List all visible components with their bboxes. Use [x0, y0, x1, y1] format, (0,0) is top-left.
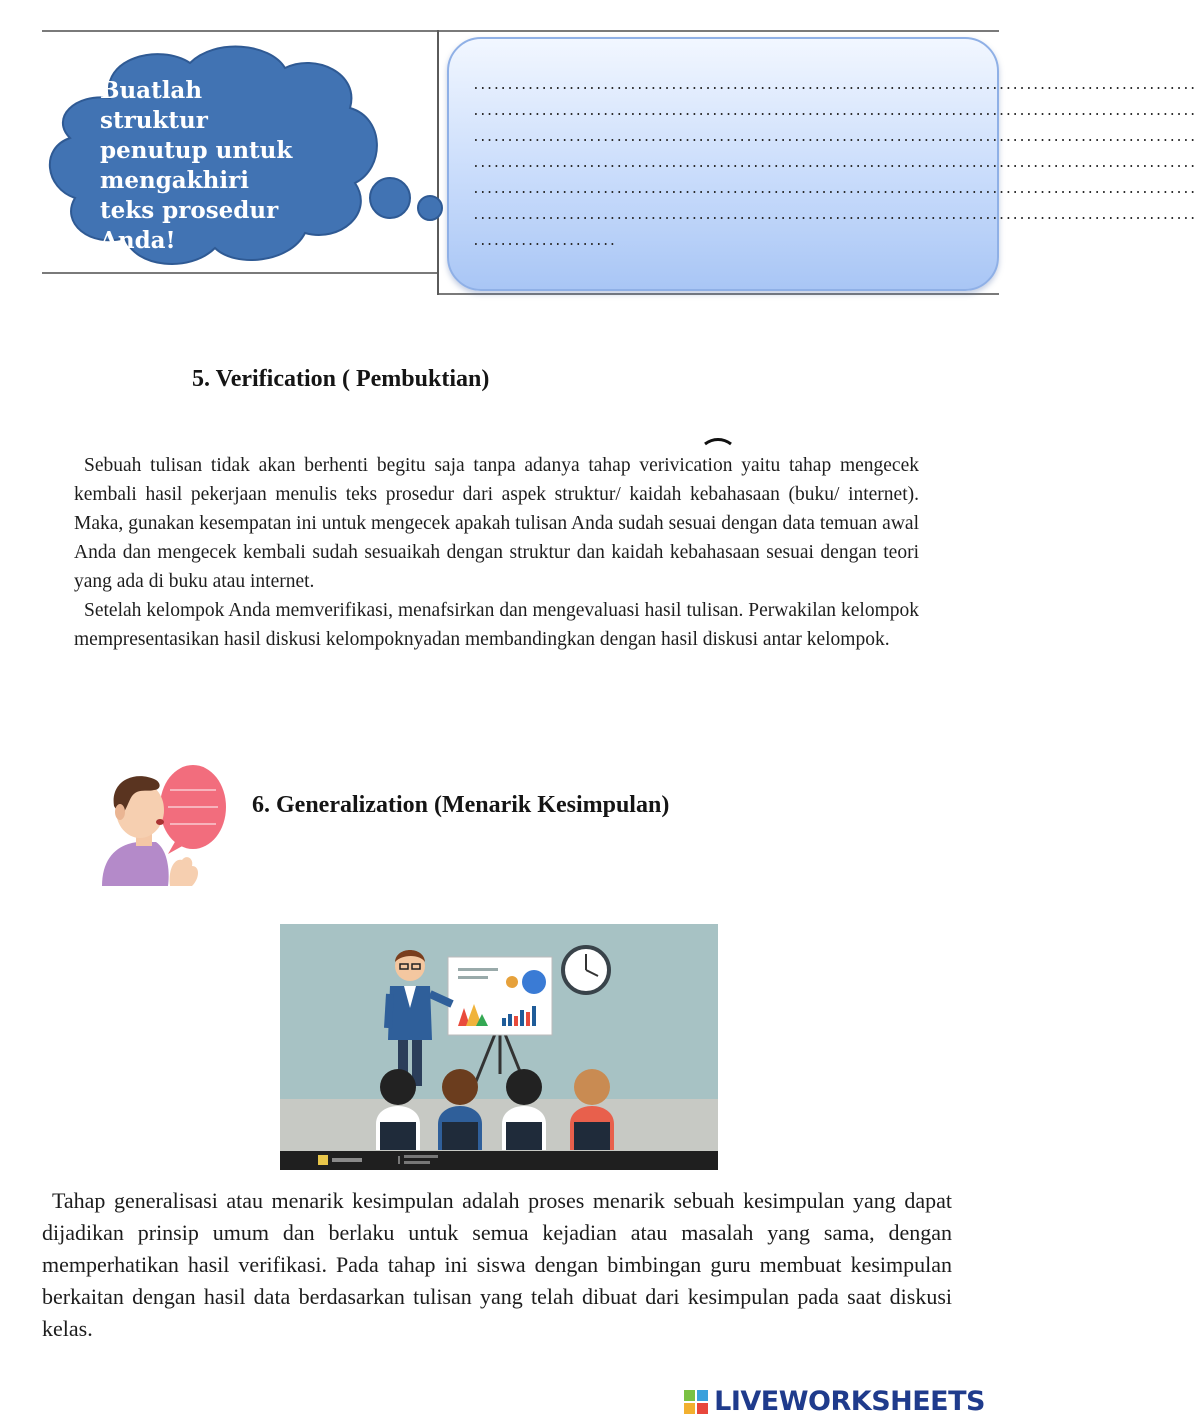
- table-top-border: [42, 30, 999, 32]
- answer-line-5[interactable]: ..........................................................................................................: [472, 182, 1196, 197]
- presentation-illustration: [280, 924, 718, 1170]
- section-5-paragraph-2: Setelah kelompok Anda memverifikasi, menafsirkan dan mengevaluasi hasil tulisan. Perwakilan kelompok mempresentasikan hasil diskusi kelompoknyadan membandingkan dengan hasil diskusi antar kelompok.: [74, 600, 919, 650]
- speaker-illustration: [98, 762, 233, 886]
- section-5-body: [74, 451, 919, 654]
- answer-line-6[interactable]: ..........................................................................................................: [472, 208, 1196, 223]
- section-6-paragraph: Tahap generalisasi atau menarik kesimpulan adalah proses menarik sebuah kesimpulan yang dapat dijadikan prinsip umum dan berlaku untuk semua kejadian atau masalah yang sama, dengan memperhatikan hasil verifikasi. Pada tahap ini siswa dengan bimbingan guru membuat kesimpulan berkaitan dengan hasil data berdasarkan tulisan yang telah dibuat dari kesimpulan pada saat diskusi kelas.: [42, 1188, 952, 1341]
- brand-text: LIVEWORKSHEETS: [714, 1386, 985, 1417]
- liveworksheets-brand[interactable]: [684, 1386, 985, 1417]
- decorative-mark: [703, 438, 733, 446]
- table-bottom-border-right: [438, 293, 999, 295]
- answer-line-1[interactable]: ..........................................................................................................: [472, 78, 1196, 93]
- answer-line-2[interactable]: ..........................................................................................................: [472, 104, 1196, 119]
- answer-line-3[interactable]: ..........................................................................................................: [472, 130, 1196, 145]
- section-6-heading: 6. Generalization (Menarik Kesimpulan): [252, 792, 670, 818]
- cloud-instruction-text: Buatlah struktur penutup untuk mengakhiri teks prosedur Anda!: [100, 77, 293, 254]
- answer-line-4[interactable]: ..........................................................................................................: [472, 156, 1196, 171]
- answer-line-7[interactable]: .....................: [472, 234, 616, 249]
- section-5-paragraph-1: Sebuah tulisan tidak akan berhenti begitu saja tanpa adanya tahap verivication yaitu tahap mengecek kembali hasil pekerjaan menulis teks prosedur dari aspek struktur/ kaidah kebahasaan (buku/ internet). Maka, gunakan kesempatan ini untuk mengecek apakah tulisan Anda sudah sesuai dengan data temuan awal Anda dan mengecek kembali sudah sesuaikah dengan struktur dan kaidah kebahasaan sesuai dengan teori yang ada di buku atau internet.: [74, 455, 919, 592]
- section-6-body: [42, 1185, 952, 1345]
- section-5-heading: 5. Verification ( Pembuktian): [192, 366, 490, 392]
- liveworksheets-logo-icon: [684, 1390, 708, 1414]
